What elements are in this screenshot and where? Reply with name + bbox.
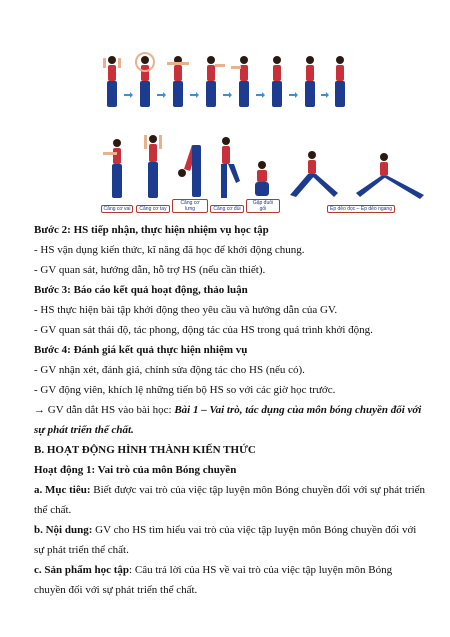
step3-title: Bước 3: Báo cáo kết quả hoạt động, thảo luận bbox=[34, 284, 248, 296]
split-stretch-figures bbox=[282, 133, 440, 203]
student-figure-4 bbox=[206, 56, 225, 107]
step3-line2: - GV quan sát thái độ, tác phong, động tác của HS trong quá trình khởi động. bbox=[34, 324, 373, 336]
stretching-panels bbox=[100, 133, 440, 215]
step2-line2: - GV quan sát, hướng dẫn, hỗ trợ HS (nếu cần thiết). bbox=[34, 264, 266, 276]
step2-title: Bước 2: HS tiếp nhận, thực hiện nhiệm vụ học tập bbox=[34, 224, 269, 236]
knee-bend-figure bbox=[246, 133, 280, 203]
content-text: GV cho HS tìm hiểu vai trò của việc tập luyện môn Bóng chuyền đối với sự phát triển thể chất. bbox=[34, 524, 417, 556]
student-figure-7 bbox=[305, 56, 315, 107]
lesson-title: Bài 1 – Vai trò, tác dụng của môn bóng chuyền đối với sự phát triển thể chất. bbox=[34, 404, 422, 436]
activity1-heading: Hoạt động 1: Vai trò của môn Bóng chuyền bbox=[34, 464, 237, 476]
content-label: b. Nội dung: bbox=[34, 524, 93, 536]
label-knee: Gập đuỗi gối bbox=[246, 199, 280, 213]
product-paragraph bbox=[34, 560, 426, 600]
back-stretch-figure bbox=[172, 133, 208, 203]
step3-line1: - HS thực hiện bài tập khởi động theo yêu cầu và hướng dẫn của GV. bbox=[34, 304, 338, 316]
label-split: Ép dẻo dọc – Ép dẻo ngang bbox=[327, 205, 395, 213]
step4-line2: - GV động viên, khích lệ những tiến bộ HS so với các giờ học trước. bbox=[34, 384, 336, 396]
lesson-intro bbox=[34, 400, 426, 440]
label-arm: Căng cơ tay bbox=[136, 205, 169, 213]
product-label: c. Sản phẩm học tập bbox=[34, 564, 130, 576]
panel-thigh-stretch bbox=[210, 133, 244, 215]
arm-stretch-figure bbox=[136, 133, 170, 203]
panel-arm-stretch bbox=[136, 133, 170, 215]
side-split-figure bbox=[356, 153, 424, 199]
student-figure-5 bbox=[231, 56, 249, 107]
student-figure-6 bbox=[272, 56, 282, 107]
document-body bbox=[34, 220, 426, 600]
step4-line1: - GV nhận xét, đánh giá, chỉnh sửa động tác cho HS (nếu có). bbox=[34, 364, 305, 376]
label-shoulder: Căng cơ vai bbox=[101, 205, 134, 213]
front-split-figure bbox=[290, 151, 338, 197]
label-back: Căng cơ lưng bbox=[172, 199, 208, 213]
student-figure-2 bbox=[136, 53, 154, 107]
product-text: : Câu trả lời của HS về vai trò của việc tập luyện môn Bóng chuyền đối với sự phát triển thể chất. bbox=[34, 564, 393, 596]
student-figure-3 bbox=[167, 56, 189, 107]
warmup-sequence-illustration bbox=[102, 52, 348, 118]
step4-title: Bước 4: Đánh giá kết quả thực hiện nhiệm vụ bbox=[34, 344, 248, 356]
lesson-intro-prefix: → GV dẫn dắt HS vào bài học: bbox=[34, 404, 175, 416]
panel-split-stretch bbox=[282, 133, 440, 215]
panel-back-stretch bbox=[172, 133, 208, 215]
student-figure-1 bbox=[103, 56, 121, 107]
sequence-arrows bbox=[124, 92, 329, 98]
section-b-heading: B. HOẠT ĐỘNG HÌNH THÀNH KIẾN THỨC bbox=[34, 444, 256, 456]
label-thigh: Căng cơ đùi bbox=[210, 205, 243, 213]
content-paragraph bbox=[34, 520, 426, 560]
objective-text: Biết được vai trò của việc tập luyện môn Bóng chuyền đối với sự phát triển thể chất. bbox=[34, 484, 426, 516]
objective-paragraph bbox=[34, 480, 426, 520]
thigh-stretch-figure bbox=[210, 133, 244, 203]
objective-label: a. Mục tiêu: bbox=[34, 484, 91, 496]
shoulder-stretch-figure bbox=[100, 133, 134, 203]
panel-shoulder-stretch bbox=[100, 133, 134, 215]
student-figure-8 bbox=[335, 56, 345, 107]
panel-knee-bend bbox=[246, 133, 280, 215]
step2-line1: - HS vận dụng kiến thức, kĩ năng đã học để khởi động chung. bbox=[34, 244, 305, 256]
